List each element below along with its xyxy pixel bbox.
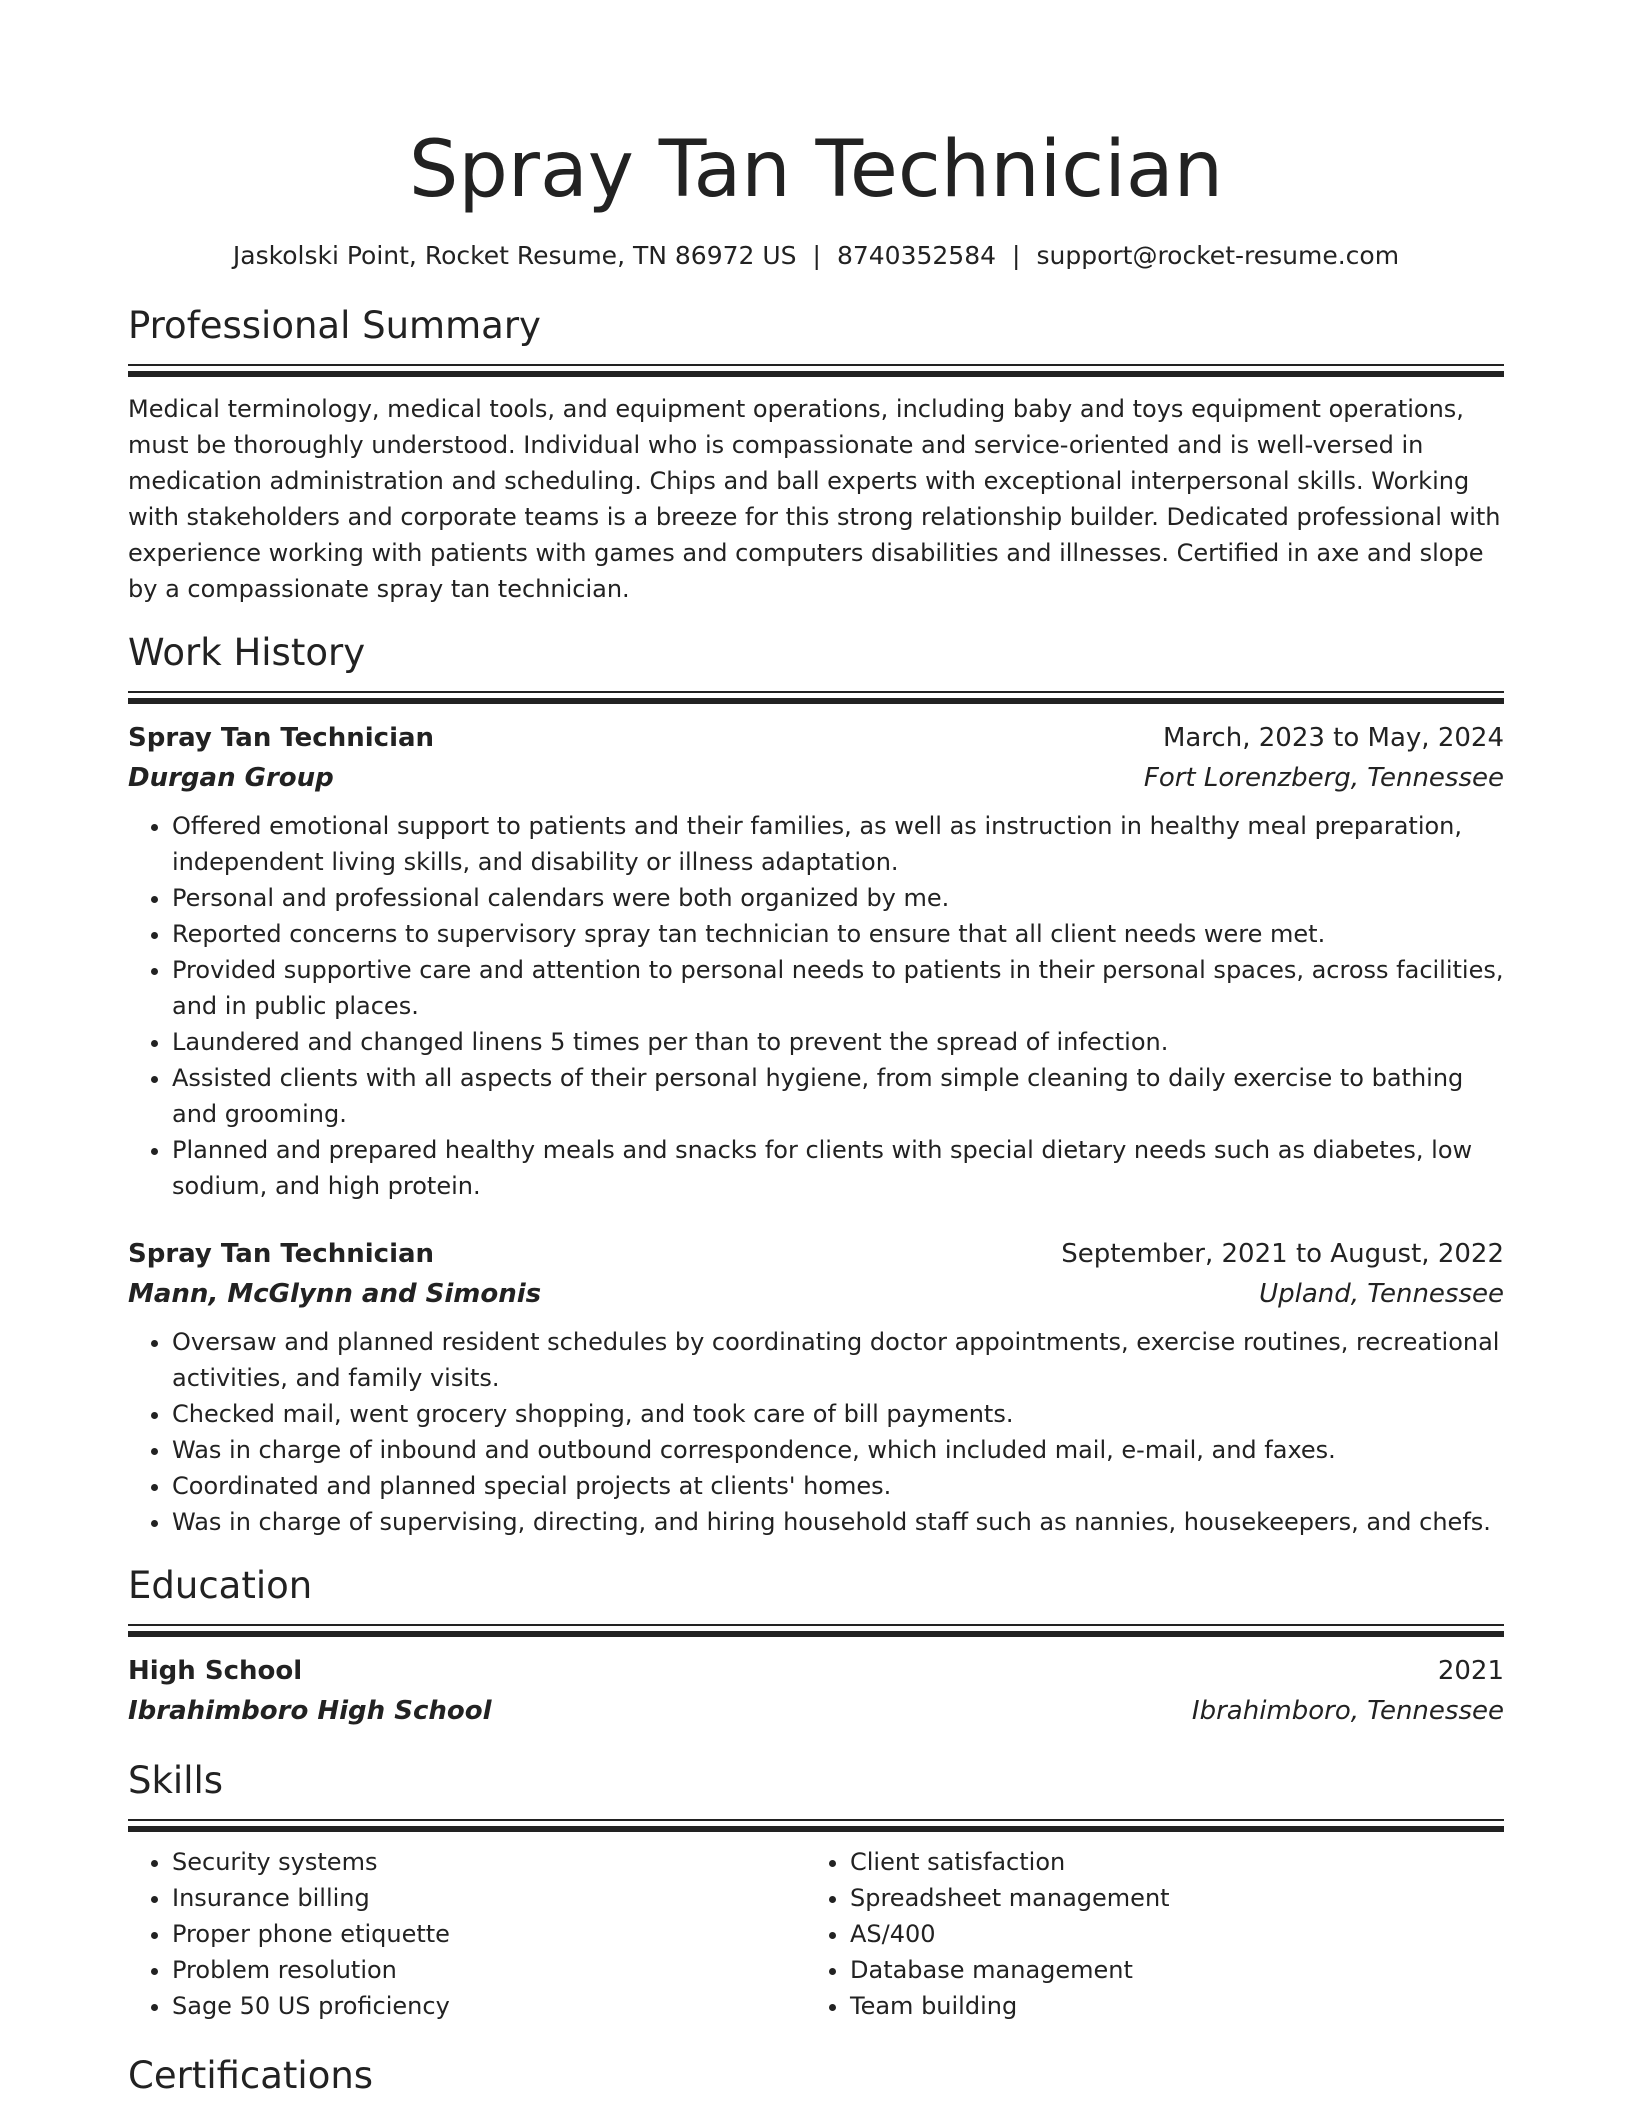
- skill-item: • Insurance billing: [172, 1880, 806, 1916]
- skill-item: • Client satisfaction: [850, 1844, 1484, 1880]
- job-title: Spray Tan Technician: [128, 723, 435, 753]
- resume-page: [128, 0, 1504, 2100]
- summary-section: [128, 302, 1504, 607]
- summary-text: Medical terminology, medical tools, and equipment operations, including baby and toys equipment operations, must be thoroughly understood. Individual who is compassionate and service-oriented and is well-versed in medication administration and scheduling. Chips and ball experts with exceptional interpersonal skills. Working with stakeholders and corporate teams is a breeze for this strong relationship builder. Dedicated professional with experience working with patients with games and computers disabilities and illnesses. Certified in axe and slope by a compassionate spray tan technician.: [128, 395, 1501, 603]
- job-bullets: [128, 808, 1504, 1204]
- contact-address: Jaskolski Point, Rocket Resume, TN 86972 US: [232, 241, 797, 270]
- list-item: • Provided supportive care and attention to personal needs to patients in their personal spaces, across facilities, and in public places.: [172, 952, 1504, 1024]
- section-divider: [128, 1624, 1504, 1637]
- skills-grid: [128, 1844, 1504, 2024]
- section-divider: [128, 364, 1504, 377]
- list-item: • Offered emotional support to patients and their families, as well as instruction in healthy meal preparation, independent living skills, and disability or illness adaptation.: [172, 808, 1504, 880]
- skills-column-left: [128, 1844, 806, 2024]
- skill-item: • Database management: [850, 1952, 1484, 1988]
- job-title: Spray Tan Technician: [128, 1239, 435, 1269]
- education-entry: [128, 1651, 1504, 1731]
- education-header: [128, 1651, 1504, 1691]
- skills-column-right: [806, 1844, 1484, 2024]
- list-item: • Was in charge of supervising, directing, and hiring household staff such as nannies, housekeepers, and chefs.: [172, 1504, 1504, 1540]
- job-dates: September, 2021 to August, 2022: [1061, 1239, 1504, 1269]
- job-entry: [128, 718, 1504, 1204]
- list-item: • Personal and professional calendars were both organized by me.: [172, 880, 1504, 916]
- section-title-skills: Skills: [128, 1759, 224, 1802]
- contact-separator: |: [1012, 241, 1021, 270]
- skill-item: • Team building: [850, 1988, 1484, 2024]
- job-dates: March, 2023 to May, 2024: [1162, 723, 1504, 753]
- contact-separator: |: [812, 241, 821, 270]
- list-item: • Assisted clients with all aspects of their personal hygiene, from simple cleaning to daily exercise to bathing and grooming.: [172, 1060, 1504, 1132]
- job-entry: [128, 1234, 1504, 1540]
- work-history-section: [128, 629, 1504, 1540]
- skill-item: • Problem resolution: [172, 1952, 806, 1988]
- education-location: Ibrahimboro, Tennessee: [1191, 1696, 1504, 1726]
- education-subheader: [128, 1691, 1504, 1731]
- contact-line: [128, 240, 1504, 272]
- job-company: Mann, McGlynn and Simonis: [128, 1279, 542, 1309]
- section-title-education: Education: [128, 1564, 313, 1607]
- section-title-certifications: Certifications: [128, 2054, 374, 2097]
- section-title-work-history: Work History: [128, 631, 366, 674]
- list-item: • Reported concerns to supervisory spray tan technician to ensure that all client needs were met.: [172, 916, 1504, 952]
- job-header: [128, 1234, 1504, 1274]
- section-divider: [128, 1819, 1504, 1832]
- list-item: • Was in charge of inbound and outbound correspondence, which included mail, e-mail, and faxes.: [172, 1432, 1504, 1468]
- skill-item: • Sage 50 US proficiency: [172, 1988, 806, 2024]
- list-item: • Coordinated and planned special projects at clients' homes.: [172, 1468, 1504, 1504]
- skill-item: • Security systems: [172, 1844, 806, 1880]
- list-item: • Planned and prepared healthy meals and snacks for clients with special dietary needs such as diabetes, low sodium, and high protein.: [172, 1132, 1504, 1204]
- education-section: [128, 1562, 1504, 1731]
- job-bullets: [128, 1324, 1504, 1540]
- section-divider: [128, 691, 1504, 704]
- job-subheader: [128, 1274, 1504, 1314]
- skill-item: • Proper phone etiquette: [172, 1916, 806, 1952]
- education-school: Ibrahimboro High School: [128, 1696, 492, 1726]
- job-subheader: [128, 758, 1504, 798]
- certifications-section: [128, 2052, 1504, 2100]
- job-location: Upland, Tennessee: [1259, 1279, 1504, 1309]
- job-location: Fort Lorenzberg, Tennessee: [1143, 763, 1504, 793]
- list-item: • Checked mail, went grocery shopping, and took care of bill payments.: [172, 1396, 1504, 1432]
- job-header: [128, 718, 1504, 758]
- skill-item: • AS/400: [850, 1916, 1484, 1952]
- skills-section: [128, 1757, 1504, 2024]
- list-item: • Laundered and changed linens 5 times per than to prevent the spread of infection.: [172, 1024, 1504, 1060]
- education-year: 2021: [1437, 1656, 1504, 1686]
- contact-email: support@rocket-resume.com: [1036, 241, 1400, 270]
- education-degree: High School: [128, 1656, 303, 1686]
- candidate-name: Spray Tan Technician: [408, 125, 1224, 215]
- contact-phone: 8740352584: [836, 241, 997, 270]
- list-item: • Oversaw and planned resident schedules by coordinating doctor appointments, exercise routines, recreational activities, and family visits.: [172, 1324, 1504, 1396]
- section-title-summary: Professional Summary: [128, 304, 541, 347]
- job-company: Durgan Group: [128, 763, 334, 793]
- skill-item: • Spreadsheet management: [850, 1880, 1484, 1916]
